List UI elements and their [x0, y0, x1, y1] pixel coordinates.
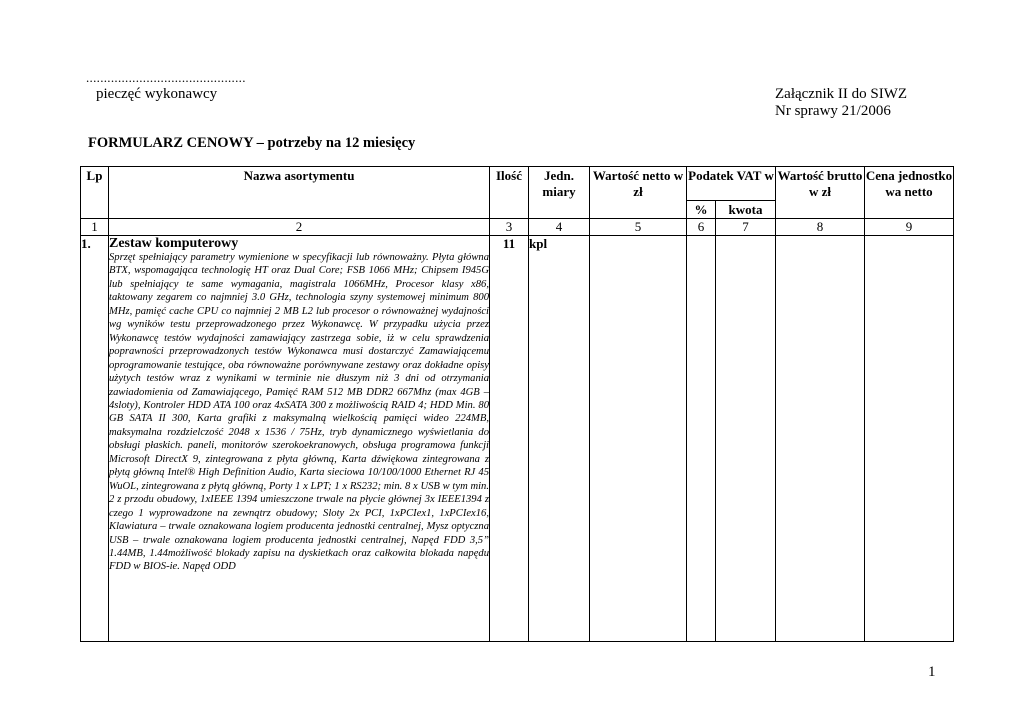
- header-net-value: Wartość netto w zł: [590, 167, 687, 219]
- header-vat: Podatek VAT w: [687, 167, 776, 201]
- header-vat-percent: %: [687, 201, 716, 219]
- column-number: 2: [109, 219, 490, 236]
- header-lp: Lp: [81, 167, 109, 219]
- header-vat-amount: kwota: [716, 201, 776, 219]
- header-unit: Jedn. miary: [529, 167, 590, 219]
- page-number: 1: [928, 664, 936, 680]
- table-row: [81, 236, 954, 642]
- header-gross-value: Wartość brutto w zł: [776, 167, 865, 219]
- column-number: 4: [529, 219, 590, 236]
- case-number: Nr sprawy 21/2006: [775, 103, 891, 119]
- annex-label: Załącznik II do SIWZ: [775, 86, 908, 102]
- column-number: 8: [776, 219, 865, 236]
- row-vat-percent[interactable]: [687, 236, 716, 642]
- column-number: 6: [687, 219, 716, 236]
- header-unit-price: Cena jednostko wa netto: [865, 167, 954, 219]
- row-unit: kpl: [529, 236, 590, 642]
- column-number: 1: [81, 219, 109, 236]
- signature-dots: .............................................: [86, 70, 246, 85]
- column-number-row: [81, 219, 954, 236]
- item-cell: [109, 236, 490, 642]
- row-lp: 1.: [81, 236, 109, 642]
- column-number: 3: [490, 219, 529, 236]
- item-name: Zestaw komputerowy: [109, 236, 239, 251]
- form-title: FORMULARZ CENOWY – potrzeby na 12 miesięcy: [88, 135, 416, 151]
- header-item-name: Nazwa asortymentu: [109, 167, 490, 219]
- annex-block: [775, 86, 907, 120]
- row-unit-price[interactable]: [865, 236, 954, 642]
- row-net-value[interactable]: [590, 236, 687, 642]
- price-table: [80, 166, 954, 642]
- item-description: Sprzęt spełniający parametry wymienione w specyfikacji lub równoważny. Płyta główna BTX, wspomagająca technologię HT oraz Dual Core; FSB 1066 MHz; Chipsem I945G lub spełniający te same wymagania, magistrala 1066MHz, Procesor klasy x86, taktowany zegarem co najmniej 3.0 GHz, technologia szyny systemowej minimum 800 MHz, pamięć cache CPU co najmniej 2 MB L2 lub procesor o równoważnej wydajności wg wyników testu przeprowadzonego przez Wykonawcę. W przypadku użycia przez Wykonawcę testów wydajności zamawiający zastrzega sobie, iż w celu sprawdzenia poprawności przeprowadzonych testów Wykonawca musi dostarczyć Zamawiającemu oprogramowanie testujące, oba równoważne porównywane zestawy oraz dokładne opisy użytych testów wraz z wynikami w terminie nie dłuszym niż 3 dni od otrzymania zawiadomienia od Zamawiającego, Pamięć RAM 512 MB DDR2 667Mhz (max 4GB – 4sloty), Kontroler HDD ATA 100 oraz 4xSATA 300 z możliwością RAID 4; HDD Min. 80 GB SATA II 300, Karta grafiki z maksymalną wielkością pamięci wideo 224MB, maksymalna rozdzielczość 2048 x 1536 / 75Hz, tryb dynamicznego wyświetlania do obsługi płaskich. paneli, monitorów szerokoekranowych, obsługa programowa funkcji Microsoft DirectX 9, zintegrowana z płyta główną, Karta dźwiękowa zintegrowana z płytą główną Intel® High Definition Audio, Karta sieciowa 10/100/1000 Ethernet RJ 45 WuOL, zintegrowana z płytą główną, Porty 1 x LPT; 1 x RS232; min. 8 x USB w tym min. 2 z przodu obudowy, 1xIEEE 1394 umieszczone trwale na płycie głównej 3x IEEE1394 z czego 1 wyprowadzone na zewnątrz obudowy; Sloty 2x PCI, 1xPCIex1, 1xPCIex16, Klawiatura – trwale oznakowana logiem producenta jednostki centralnej, Mysz optyczna USB – trwale oznakowana logiem producenta jednostki centralnej, Napęd FDD 3,5” 1.44MB, 1.44możliwość blokady zapisu na dyskietkach oraz całkowita blokada napędu FDD w BIOS-ie. Napęd ODD: [109, 252, 489, 573]
- column-number: 7: [716, 219, 776, 236]
- header-quantity: Ilość: [490, 167, 529, 219]
- row-quantity: 11: [490, 236, 529, 642]
- row-vat-amount[interactable]: [716, 236, 776, 642]
- column-number: 5: [590, 219, 687, 236]
- column-number: 9: [865, 219, 954, 236]
- contractor-stamp-label: pieczęć wykonawcy: [96, 86, 218, 102]
- row-gross-value[interactable]: [776, 236, 865, 642]
